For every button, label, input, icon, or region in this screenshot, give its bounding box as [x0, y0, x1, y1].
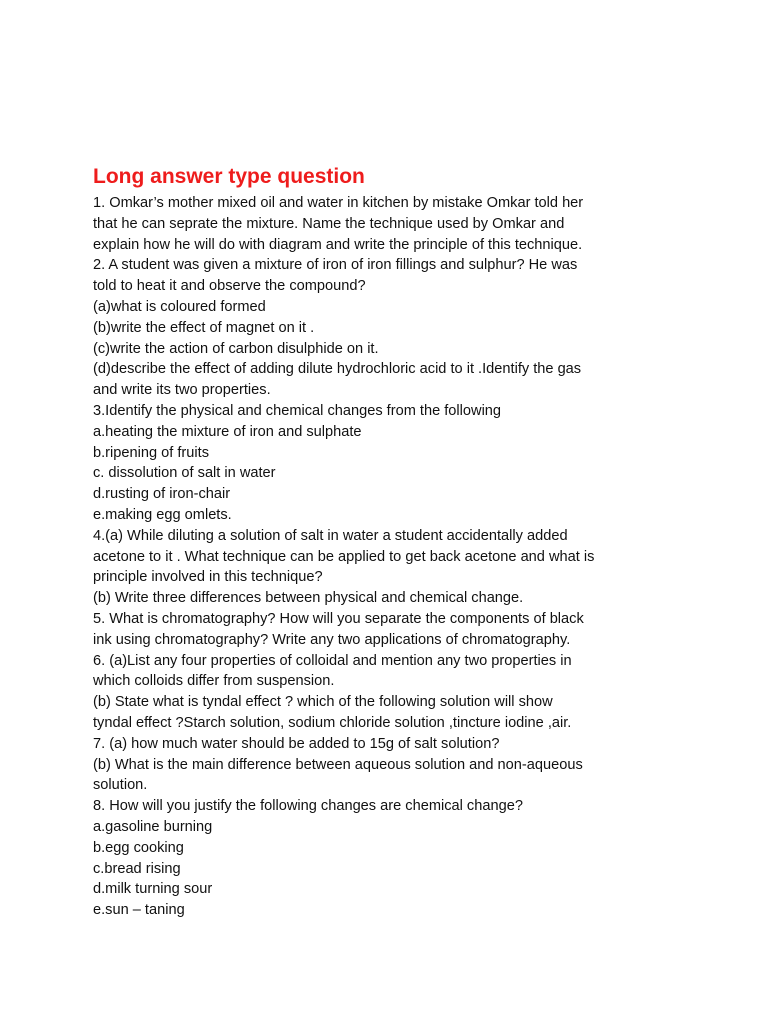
- text-line: a.heating the mixture of iron and sulphate: [93, 423, 362, 440]
- text-line: 2. A student was given a mixture of iron of iron fillings and sulphur? He was: [93, 257, 578, 274]
- document-title: Long answer type question: [93, 165, 365, 188]
- text-line: c. dissolution of salt in water: [93, 465, 276, 482]
- document-content: [93, 163, 733, 921]
- text-line: acetone to it . What technique can be applied to get back acetone and what is: [93, 548, 595, 565]
- text-line: 1. Omkar’s mother mixed oil and water in kitchen by mistake Omkar told her: [93, 195, 584, 211]
- text-line: b.egg cooking: [93, 839, 184, 856]
- text-line: e.sun – taning: [93, 902, 185, 919]
- text-line: which colloids differ from suspension.: [93, 673, 335, 690]
- text-line: tyndal effect ?Starch solution, sodium chloride solution ,tincture iodine ,air.: [93, 714, 572, 731]
- text-line: (b) What is the main difference between aqueous solution and non-aqueous: [93, 756, 583, 773]
- text-line: explain how he will do with diagram and write the principle of this technique.: [93, 236, 583, 253]
- text-line: b.ripening of fruits: [93, 444, 210, 461]
- text-line: principle involved in this technique?: [93, 569, 323, 586]
- text-line: ink using chromatography? Write any two applications of chromatography.: [93, 631, 571, 648]
- text-line: (b) State what is tyndal effect ? which of the following solution will show: [93, 694, 553, 711]
- text-line: (a)what is coloured formed: [93, 298, 266, 315]
- text-line: 5. What is chromatography? How will you separate the components of black: [93, 610, 584, 627]
- text-line: e.making egg omlets.: [93, 506, 232, 523]
- text-line: c.bread rising: [93, 860, 181, 877]
- text-line: 3.Identify the physical and chemical changes from the following: [93, 402, 502, 419]
- text-line: that he can seprate the mixture. Name the technique used by Omkar and: [93, 215, 565, 232]
- text-line: (b) Write three differences between physical and chemical change.: [93, 590, 524, 607]
- text-line: (d)describe the effect of adding dilute hydrochloric acid to it .Identify the gas: [93, 361, 582, 378]
- text-line: a.gasoline burning: [93, 818, 213, 835]
- text-line: (c)write the action of carbon disulphide on it.: [93, 340, 379, 357]
- text-line: d.milk turning sour: [93, 881, 213, 898]
- text-line: and write its two properties.: [93, 382, 271, 399]
- text-line: 7. (a) how much water should be added to 15g of salt solution?: [93, 735, 500, 752]
- text-line: 6. (a)List any four properties of colloidal and mention any two properties in: [93, 652, 572, 669]
- text-line: told to heat it and observe the compound?: [93, 278, 366, 295]
- text-line: solution.: [93, 777, 148, 794]
- question-lines: [93, 193, 733, 921]
- text-line: (b)write the effect of magnet on it .: [93, 319, 315, 336]
- text-line: 8. How will you justify the following changes are chemical change?: [93, 798, 523, 815]
- text-line: d.rusting of iron-chair: [93, 486, 231, 503]
- text-line: 4.(a) While diluting a solution of salt in water a student accidentally added: [93, 527, 568, 544]
